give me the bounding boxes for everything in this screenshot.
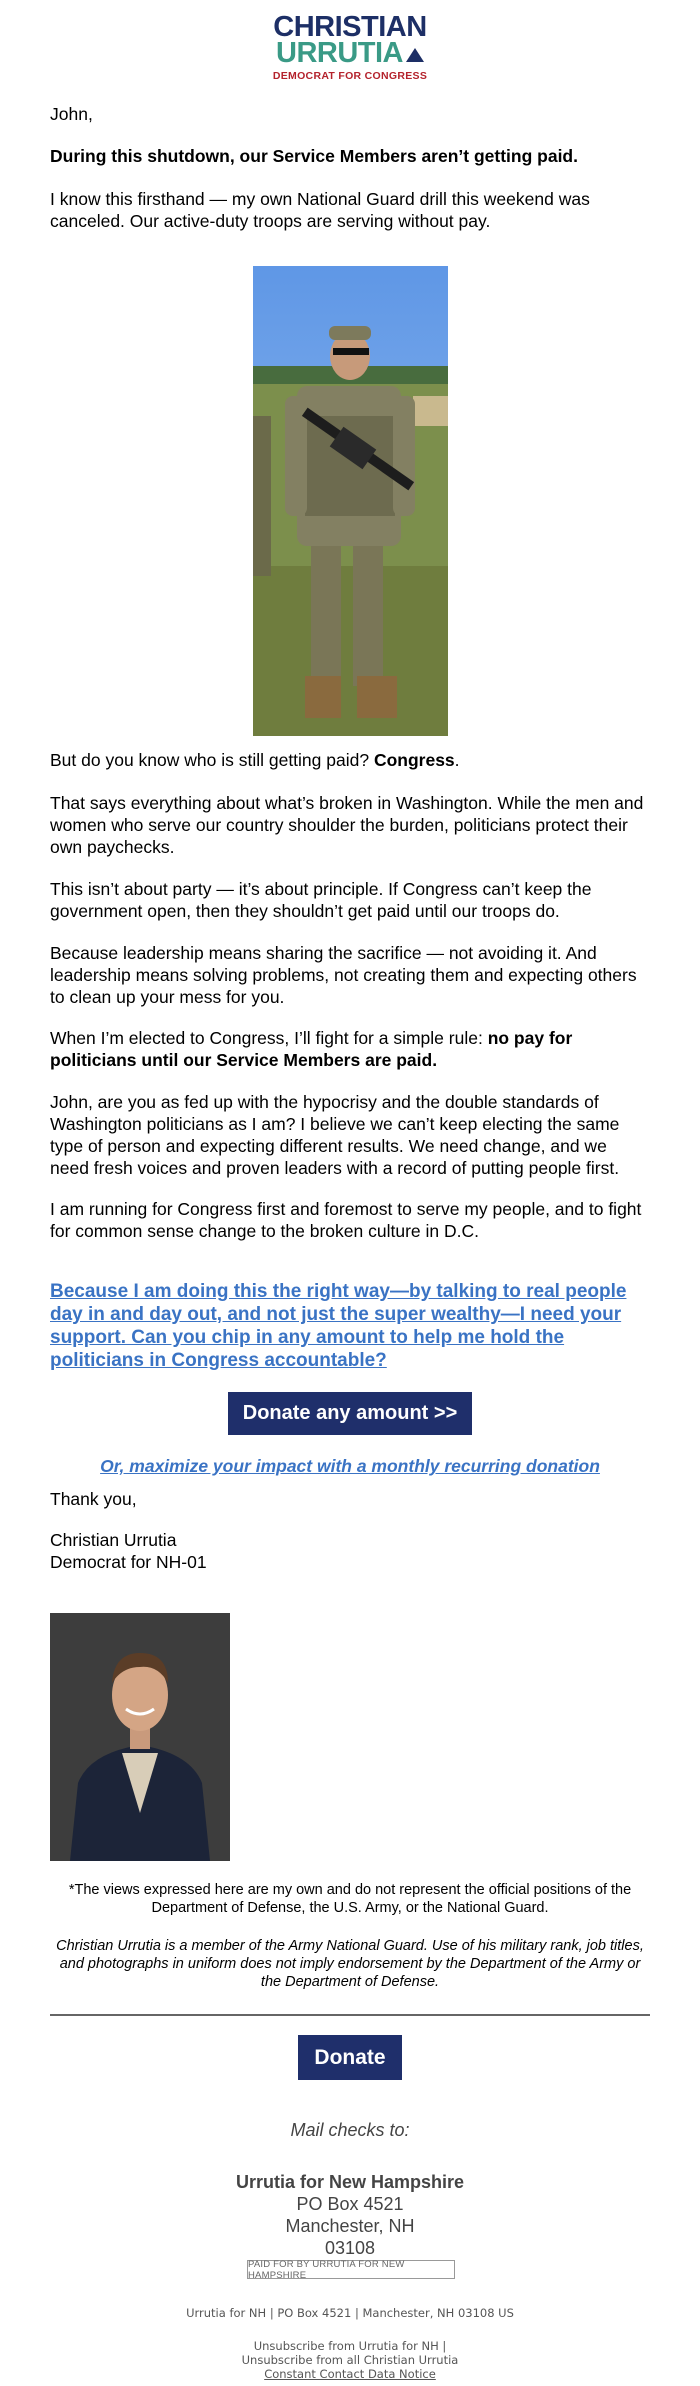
- congress-paid-paragraph: [50, 749, 650, 771]
- logo-last-name: URRUTIA: [276, 37, 403, 69]
- mail-checks-label: Mail checks to:: [290, 2120, 410, 2140]
- views-disclaimer: *The views expressed here are my own and do not represent the official positions of the Department of Defense, the U.S. Army, or the National Guard.: [68, 1882, 632, 1916]
- candidate-headshot: [50, 1613, 230, 1861]
- simple-rule-prefix: When I’m elected to Congress, I’ll fight for a simple rule:: [50, 1028, 488, 1048]
- unsubscribe-all-link[interactable]: Unsubscribe from all Christian Urrutia: [241, 2353, 459, 2367]
- monthly-donation-link[interactable]: Or, maximize your impact with a monthly recurring donation: [100, 1456, 600, 1476]
- support-ask-link[interactable]: Because I am doing this the right way—by talking to real people day in and day out, and not just the super wealthy—I need your support. Can you chip in any amount to help me hold the politicians in Congress accountable?: [50, 1281, 627, 1371]
- mail-zip: 03108: [324, 2238, 376, 2258]
- unsubscribe-link[interactable]: Unsubscribe from Urrutia for NH |: [253, 2339, 447, 2353]
- footer-unsubscribe-list: [0, 2339, 700, 2353]
- logo-first-name: CHRISTIAN: [273, 11, 427, 43]
- congress-paid-bold: Congress: [373, 750, 455, 770]
- footer-data-notice: [0, 2367, 700, 2381]
- mountain-icon: [406, 48, 424, 62]
- donate-any-amount-button[interactable]: Donate any amount >>: [228, 1392, 472, 1435]
- footer-unsubscribe-all: [0, 2353, 700, 2367]
- signature-name: Christian Urrutia: [50, 1530, 177, 1550]
- running-paragraph: I am running for Congress first and foremost to serve my people, and to fight for common sense change to the broken culture in D.C.: [50, 1199, 642, 1241]
- donate-button[interactable]: Donate: [298, 2035, 402, 2080]
- intro-paragraph: I know this firsthand — my own National Guard drill this weekend was canceled. Our active-duty troops are serving without pay.: [50, 189, 590, 231]
- guard-disclaimer: Christian Urrutia is a member of the Army National Guard. Use of his military rank, job titles, and photographs in uniform does not imply endorsement by the Department of the Army or the Department of Defense.: [56, 1938, 644, 1990]
- logo-tagline: DEMOCRAT FOR CONGRESS: [272, 70, 428, 82]
- footer-address: Urrutia for NH | PO Box 4521 | Manchester, NH 03108 US: [186, 2306, 514, 2320]
- signature-title: Democrat for NH-01: [50, 1552, 207, 1572]
- principle-paragraph: This isn’t about party — it’s about principle. If Congress can’t keep the government open, then they shouldn’t get paid until our troops do.: [50, 879, 592, 921]
- logo-last-name-row: [276, 37, 424, 69]
- headline: During this shutdown, our Service Members aren’t getting paid.: [50, 146, 578, 166]
- thank-you: Thank you,: [50, 1489, 137, 1509]
- fed-up-paragraph: John, are you as fed up with the hypocrisy and the double standards of Washington politicians as I am? I believe we can’t keep electing the same type of person and expecting different results. We need change, and we need fresh voices and proven leaders with a record of putting people first.: [50, 1092, 620, 1178]
- congress-paid-suffix: .: [454, 750, 460, 770]
- leadership-paragraph: Because leadership means sharing the sacrifice — not avoiding it. And leadership means solving problems, not creating them and expecting others to clean up your mess for you.: [50, 943, 637, 1007]
- paid-for-box: PAID FOR BY URRUTIA FOR NEW HAMPSHIRE: [247, 2260, 455, 2279]
- simple-rule-paragraph: [50, 1027, 650, 1071]
- data-notice-link[interactable]: Constant Contact Data Notice: [264, 2367, 436, 2381]
- mail-org: Urrutia for New Hampshire: [235, 2172, 465, 2192]
- section-divider: [50, 2014, 650, 2016]
- greeting: John,: [50, 104, 93, 124]
- mail-city: Manchester, NH: [285, 2216, 415, 2236]
- broken-washington-paragraph: That says everything about what’s broken in Washington. While the men and women who serve our country shoulder the burden, politicians protect their own paychecks.: [50, 793, 644, 857]
- congress-paid-prefix: But do you know who is still getting paid?: [50, 750, 374, 770]
- soldier-photo: [253, 266, 448, 736]
- mail-po-box: PO Box 4521: [296, 2194, 404, 2214]
- simple-rule-bold: no pay for politicians until our Service Members are paid.: [50, 1028, 573, 1070]
- campaign-logo[interactable]: [0, 11, 700, 82]
